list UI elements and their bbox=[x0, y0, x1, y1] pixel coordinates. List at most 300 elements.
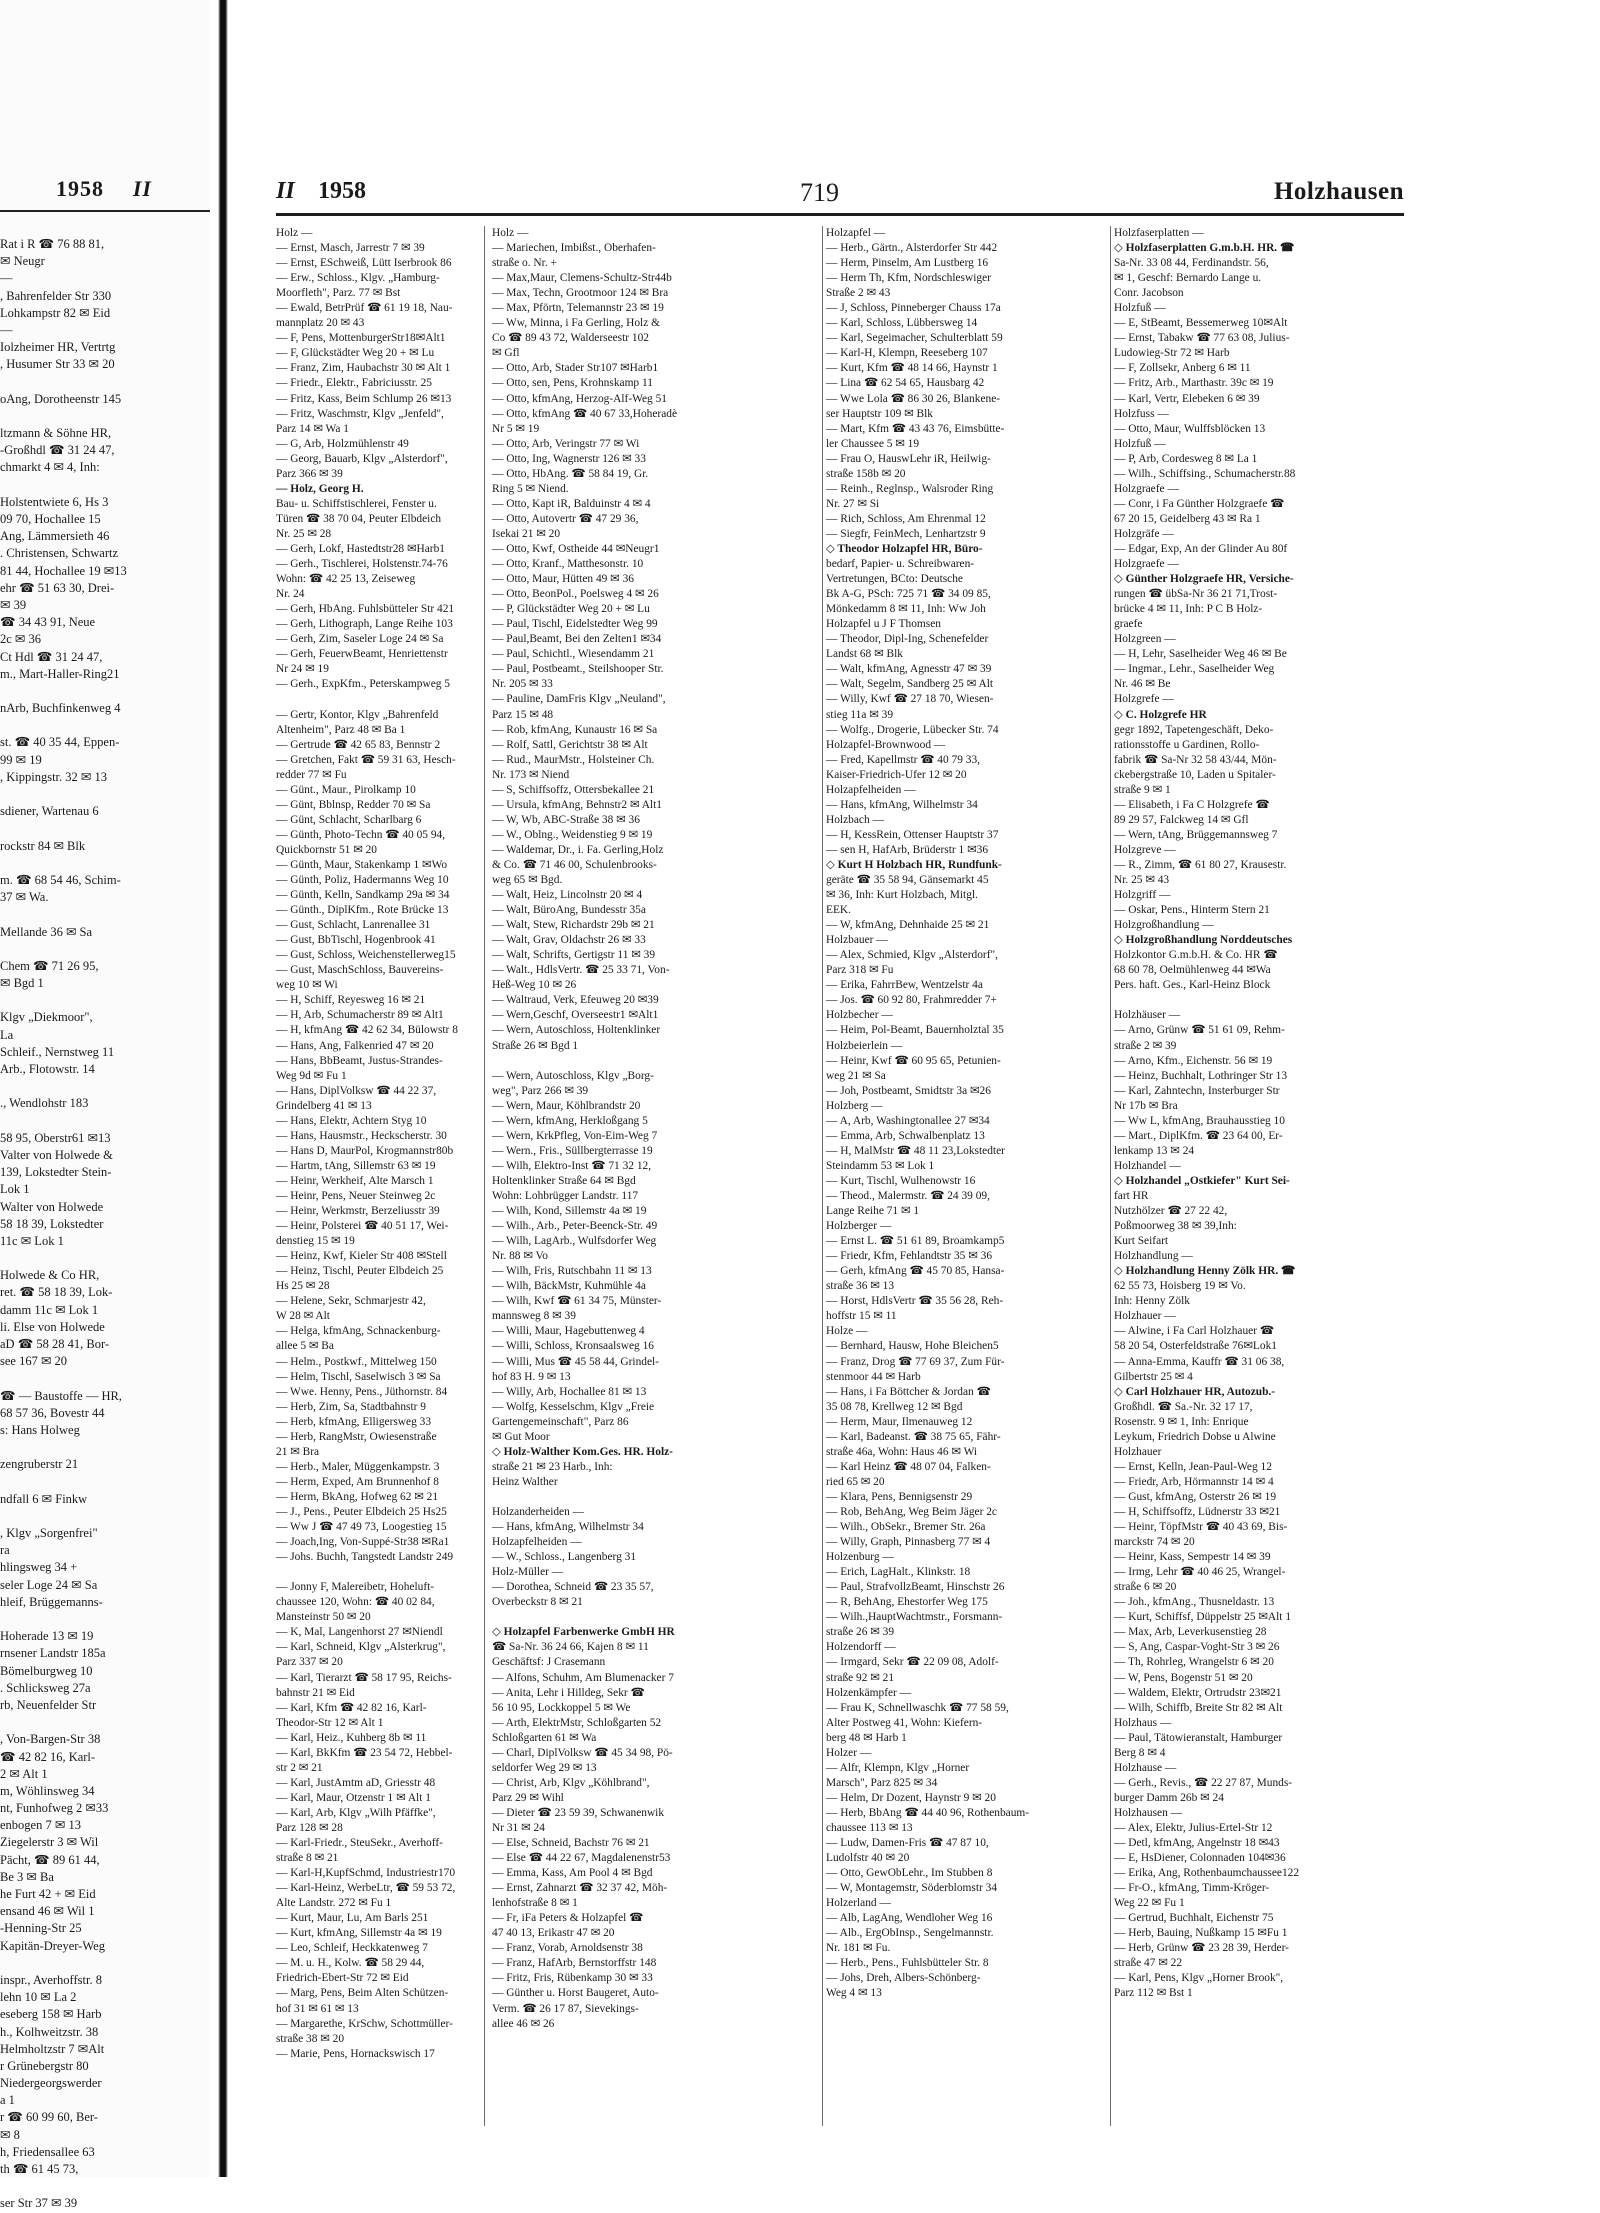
directory-entry-line: — Reinh., Reglnsp., Walsroder Ring bbox=[826, 482, 994, 495]
directory-entry-line: — Alb, LagAng, Wendloher Weg 16 bbox=[826, 1912, 993, 1925]
directory-entry-line: ◇ Holz-Walther Kom.Ges. HR. Holz- bbox=[492, 1445, 673, 1458]
previous-page-line: Rat i R ☎ 76 88 81, bbox=[0, 237, 105, 251]
directory-entry-line: Rosenstr. 9 ✉ 1, Inh: Enrique bbox=[1114, 1415, 1249, 1428]
directory-entry-line: Holz — bbox=[492, 227, 529, 239]
directory-entry-line: Holzapfel u J F Thomsen bbox=[826, 618, 941, 631]
directory-entry-line: straße 38 ✉ 20 bbox=[276, 2032, 345, 2045]
previous-page-line: enbogen 7 ✉ 13 bbox=[0, 1818, 81, 1833]
directory-entry-line: — Ernst, Zahnarzt ☎ 32 37 42, Möh- bbox=[492, 1882, 668, 1895]
directory-entry-line: ◇ Carl Holzhauer HR, Autozub.- bbox=[1114, 1385, 1276, 1398]
column-divider bbox=[822, 226, 823, 2126]
directory-entry-line: — Emma, Kass, Am Pool 4 ✉ Bgd bbox=[492, 1867, 653, 1880]
directory-entry-line: gegr 1892, Tapetengeschäft, Deko- bbox=[1114, 723, 1274, 736]
directory-entry-line: — W., Oblng., Weidenstieg 9 ✉ 19 bbox=[492, 828, 653, 841]
directory-entry-line: Parz 366 ✉ 39 bbox=[276, 467, 343, 480]
directory-entry-line: Friedrich-Ebert-Str 72 ✉ Eid bbox=[276, 1972, 409, 1985]
directory-entry-line: ☎ Sa-Nr. 36 24 66, Kajen 8 ✉ 11 bbox=[492, 1641, 649, 1654]
directory-entry-line: Moorfleth", Parz. 77 ✉ Bst bbox=[276, 287, 401, 300]
directory-entry-line: — Jonny F, Malereibetr, Hoheluft- bbox=[276, 1581, 435, 1594]
previous-page-line: ltzmann & Söhne HR, bbox=[0, 426, 112, 441]
directory-entry-line: — Otto, Kranf., Matthesonstr. 10 bbox=[492, 558, 644, 571]
directory-entry-line: — Christ, Arb, Klgv „Köhlbrand", bbox=[492, 1776, 650, 1789]
directory-entry-line: — Wilh, Kwf ☎ 61 34 75, Münster- bbox=[492, 1295, 662, 1308]
directory-entry-line: — Kurt, Maur, Lu, Am Barls 251 bbox=[276, 1912, 429, 1925]
directory-entry-line: — Herb., Gärtn., Alsterdorfer Str 442 bbox=[826, 242, 998, 255]
previous-page-line: 139, Lokstedter Stein- bbox=[0, 1165, 112, 1180]
directory-entry-line: Holzhausen — bbox=[1114, 1806, 1183, 1819]
directory-entry-line: straße 21 ✉ 23 Harb., Inh: bbox=[492, 1460, 613, 1473]
directory-entry-line: ◇ Holzapfel Farbenwerke GmbH HR bbox=[492, 1626, 675, 1639]
directory-entry-line: — Johs. Buchh, Tangstedt Landstr 249 bbox=[276, 1551, 454, 1564]
directory-entry-line: Conr. Jacobson bbox=[1114, 287, 1184, 300]
directory-entry-line: — Herb, Grünw ☎ 23 28 39, Herder- bbox=[1114, 1942, 1289, 1955]
directory-entry-line: — Erich, LagHalt., Klinkstr. 18 bbox=[826, 1566, 971, 1579]
directory-entry-line: — Paul, StrafvollzBeamt, Hinschstr 26 bbox=[826, 1581, 1005, 1594]
previous-page-line: Kapitän-Dreyer-Weg bbox=[0, 1938, 105, 1953]
directory-entry-line: — Irmgard, Sekr ☎ 22 09 08, Adolf- bbox=[826, 1656, 999, 1669]
directory-entry-line: Holzbeierlein — bbox=[826, 1039, 903, 1052]
previous-page-line: h, Friedensallee 63 bbox=[0, 2144, 95, 2159]
previous-page-line: -Großhdl ☎ 31 24 47, bbox=[0, 443, 115, 458]
previous-page-line: Ct Hdl ☎ 31 24 47, bbox=[0, 649, 103, 664]
directory-entry-line: — Alex, Schmied, Klgv „Alsterdorf", bbox=[826, 949, 998, 962]
directory-entry-line: — Herb, kfmAng, Elligersweg 33 bbox=[276, 1415, 432, 1428]
previous-page-line: , Bahrenfelder Str 330 bbox=[0, 288, 112, 303]
directory-entry-line: ried 65 ✉ 20 bbox=[826, 1475, 885, 1488]
directory-entry-line: 58 20 54, Osterfeldstraße 76✉Lok1 bbox=[1114, 1340, 1277, 1353]
directory-entry-line bbox=[276, 692, 482, 707]
directory-entry-line: — J., Pens., Peuter Elbdeich 25 Hs25 bbox=[276, 1505, 447, 1518]
previous-page-line bbox=[0, 1370, 210, 1387]
directory-entry-line: — Waltraud, Verk, Efeuweg 20 ✉39 bbox=[492, 994, 659, 1007]
directory-entry-line: Hs 25 ✉ 28 bbox=[276, 1280, 330, 1293]
previous-page-line bbox=[0, 1611, 210, 1628]
directory-entry-line: — Günt., Maur., Pirolkamp 10 bbox=[276, 783, 416, 796]
directory-entry-line: EEK. bbox=[826, 904, 851, 917]
directory-entry-line: — Gust, kfmAng, Osterstr 26 ✉ 19 bbox=[1114, 1490, 1277, 1503]
previous-page-line: r ☎ 60 99 60, Ber- bbox=[0, 2110, 98, 2125]
previous-page-line bbox=[0, 374, 210, 391]
directory-entry-line: Holzer — bbox=[826, 1746, 872, 1759]
previous-page-line bbox=[0, 941, 210, 958]
directory-entry-line: — Wilh, Schiffb, Breite Str 82 ✉ Alt bbox=[1114, 1701, 1283, 1714]
directory-entry-line: Mansteinstr 50 ✉ 20 bbox=[276, 1611, 371, 1624]
directory-entry-line: Kaiser-Friedrich-Ufer 12 ✉ 20 bbox=[826, 768, 967, 781]
directory-entry-line: Holzapfelheiden — bbox=[826, 783, 916, 796]
previous-page-line bbox=[0, 1113, 210, 1130]
directory-entry-line: Lange Reihe 71 ✉ 1 bbox=[826, 1205, 920, 1218]
directory-entry-line: — W, Wb, ABC-Straße 38 ✉ 36 bbox=[492, 813, 640, 826]
directory-entry-line: — H, Lehr, Saselheider Weg 46 ✉ Be bbox=[1114, 648, 1287, 661]
directory-entry-line bbox=[492, 1610, 818, 1625]
directory-entry-line: Holz-Müller — bbox=[492, 1566, 564, 1579]
directory-entry-line: — Wern, Autoschloss, Klgv „Borg- bbox=[492, 1069, 654, 1082]
directory-entry-line: redder 77 ✉ Fu bbox=[276, 768, 347, 781]
directory-entry-line: — Arno, Grünw ☎ 51 61 09, Rehm- bbox=[1114, 1024, 1285, 1037]
previous-page-line: , Kippingstr. 32 ✉ 13 bbox=[0, 769, 108, 784]
directory-column-2 bbox=[492, 226, 818, 2032]
previous-page-line bbox=[0, 855, 210, 872]
previous-page-line: inspr., Averhoffstr. 8 bbox=[0, 1972, 102, 1987]
directory-entry-line: chaussee 120, Wohn: ☎ 40 02 84, bbox=[276, 1596, 435, 1609]
directory-entry-line: — H, MalMstr ☎ 48 11 23,Lokstedter bbox=[826, 1144, 1005, 1157]
directory-entry-line: Holzfuss — bbox=[1114, 407, 1169, 420]
directory-entry-line: — Arth, ElektrMstr, Schloßgarten 52 bbox=[492, 1716, 662, 1729]
directory-entry-line: — Fred, Kapellmstr ☎ 40 79 33, bbox=[826, 753, 981, 766]
volume-label: II bbox=[276, 178, 295, 204]
directory-entry-line: Holzbecher — bbox=[826, 1009, 893, 1022]
directory-entry-line: allee 5 ✉ Ba bbox=[276, 1340, 334, 1353]
directory-entry-line: mannplatz 20 ✉ 43 bbox=[276, 317, 365, 330]
column-divider bbox=[1110, 226, 1111, 2126]
directory-entry-line: — Joh., kfmAng., Thusneldastr. 13 bbox=[1114, 1596, 1275, 1609]
directory-entry-line: — Gerh, Zim, Saseler Loge 24 ✉ Sa bbox=[276, 633, 444, 646]
previous-page-line bbox=[0, 1474, 210, 1491]
directory-entry-line: — Erw., Schloss., Klgv. „Hamburg- bbox=[276, 272, 440, 285]
directory-entry-line: — Max,Maur, Clemens-Schultz-Str44b bbox=[492, 272, 672, 285]
directory-entry-line: — Wilh, Fris, Rutschbahn 11 ✉ 13 bbox=[492, 1265, 652, 1278]
previous-page-line: rockstr 84 ✉ Blk bbox=[0, 838, 86, 853]
directory-entry-line: Holzapfelheiden — bbox=[492, 1536, 582, 1549]
directory-entry-line: Parz 15 ✉ 48 bbox=[492, 708, 554, 721]
directory-entry-line: ◇ Holzfaserplatten G.m.b.H. HR. ☎ bbox=[1114, 242, 1295, 255]
directory-entry-line: — Walt, Grav, Oldachstr 26 ✉ 33 bbox=[492, 934, 646, 947]
previous-page-line bbox=[0, 1250, 210, 1267]
directory-entry-line: Marsch", Parz 825 ✉ 34 bbox=[826, 1776, 938, 1789]
directory-entry-line: — H, KessRein, Ottenser Hauptstr 37 bbox=[826, 828, 999, 841]
directory-entry-line: straße 26 ✉ 39 bbox=[826, 1626, 895, 1639]
directory-entry-line: — Otto, Kapt iR, Balduinstr 4 ✉ 4 bbox=[492, 497, 651, 510]
directory-page bbox=[244, 0, 1404, 2177]
previous-page-line: . Schlicksweg 27a bbox=[0, 1680, 91, 1695]
previous-page-line: Pächt, ☎ 89 61 44, bbox=[0, 1852, 100, 1867]
directory-entry-line: 21 ✉ Bra bbox=[276, 1445, 320, 1458]
directory-entry-line: straße 47 ✉ 22 bbox=[1114, 1957, 1183, 1970]
directory-entry-line: — Otto, Arb, Stader Str107 ✉Harb1 bbox=[492, 362, 659, 375]
directory-entry-line: 67 20 15, Geidelberg 43 ✉ Ra 1 bbox=[1114, 512, 1261, 525]
directory-entry-line: — Heinr, Kass, Sempestr 14 ✉ 39 bbox=[1114, 1551, 1271, 1564]
directory-entry-line: — Gerh., Tischlerei, Holstenstr.74-76 bbox=[276, 558, 448, 571]
directory-entry-line: Nr. 173 ✉ Niend bbox=[492, 768, 570, 781]
directory-entry-line: Overbeckstr 8 ✉ 21 bbox=[492, 1596, 583, 1609]
directory-entry-line: — Pauline, DamFris Klgv „Neuland", bbox=[492, 693, 666, 706]
directory-column-4 bbox=[1114, 226, 1402, 2002]
directory-entry-line: — Walt, Stew, Richardstr 29b ✉ 21 bbox=[492, 919, 655, 932]
directory-entry-line: ✉ 36, Inh: Kurt Holzbach, Mitgl. bbox=[826, 889, 978, 902]
directory-entry-line: Holzenburg — bbox=[826, 1551, 894, 1564]
directory-entry-line: — Wern, Autoschloss, Holtenklinker bbox=[492, 1024, 661, 1037]
directory-entry-line: — Paul,Beamt, Bei den Zelten1 ✉34 bbox=[492, 633, 662, 646]
directory-entry-line: — S, Schiffsoffz, Ottersbekallee 21 bbox=[492, 783, 655, 796]
directory-entry-line: — Else ☎ 44 22 67, Magdalenenstr53 bbox=[492, 1852, 671, 1865]
directory-entry-line: — Franz, Vorab, Arnoldsenstr 38 bbox=[492, 1942, 643, 1955]
directory-entry-line: — Hans, i Fa Böttcher & Jordan ☎ bbox=[826, 1385, 991, 1398]
directory-entry-line: — Gust, Schlacht, Lanrenallee 31 bbox=[276, 919, 431, 932]
directory-entry-line: — Alb., ErgObInsp., Sengelmannstr. bbox=[826, 1927, 994, 1940]
directory-entry-line: Leykum, Friedrich Dobse u Alwine bbox=[1114, 1430, 1276, 1443]
directory-entry-line: Straße 26 ✉ Bgd 1 bbox=[492, 1039, 579, 1052]
directory-entry-line: — Kurt, Tischl, Wulhenowstr 16 bbox=[826, 1174, 976, 1187]
directory-entry-line: — Gust, Schloss, Weichenstellerweg15 bbox=[276, 949, 456, 962]
directory-entry-line: Holzgräfe — bbox=[1114, 527, 1174, 540]
directory-entry-line: — Fritz, Fris, Rübenkamp 30 ✉ 33 bbox=[492, 1972, 653, 1985]
directory-entry-line: straße 92 ✉ 21 bbox=[826, 1671, 895, 1684]
directory-entry-line: — F, Glückstädter Weg 20 + ✉ Lu bbox=[276, 347, 435, 360]
directory-entry-line: ler Chaussee 5 ✉ 19 bbox=[826, 437, 920, 450]
directory-entry-line: — E, HsDiener, Colonnaden 104✉36 bbox=[1114, 1852, 1286, 1865]
directory-entry-line: — Jos. ☎ 60 92 80, Frahmredder 7+ bbox=[826, 994, 997, 1007]
previous-page-line: Iolzheimer HR, Vertrtg bbox=[0, 340, 116, 355]
directory-entry-line: — Gretchen, Fakt ☎ 59 31 63, Hesch- bbox=[276, 753, 456, 766]
directory-entry-line: — Hans, BbBeamt, Justus-Strandes- bbox=[276, 1054, 443, 1067]
directory-entry-line: Holzberger — bbox=[826, 1220, 892, 1233]
directory-entry-line: Heinz Walther bbox=[492, 1475, 558, 1488]
directory-entry-line: — Karl, Badeanst. ☎ 38 75 65, Fähr- bbox=[826, 1430, 1001, 1443]
directory-entry-line: — Hans, kfmAng, Wilhelmstr 34 bbox=[492, 1521, 644, 1534]
directory-entry-line: ◇ Holzgroßhandlung Norddeutsches bbox=[1114, 934, 1293, 947]
directory-entry-line: — Wolfg., Drogerie, Lübecker Str. 74 bbox=[826, 723, 999, 736]
directory-entry-line: — F, Zollsekr, Anberg 6 ✉ 11 bbox=[1114, 362, 1251, 375]
directory-column-3 bbox=[826, 226, 1108, 2002]
directory-entry-line: — Hartm, tAng, Sillemstr 63 ✉ 19 bbox=[276, 1159, 436, 1172]
directory-entry-line: bahnstr 21 ✉ Eid bbox=[276, 1686, 355, 1699]
directory-entry-line: — Gust, MaschSchloss, Bauvereins- bbox=[276, 964, 444, 977]
directory-entry-line: — Ludw, Damen-Fris ☎ 47 87 10, bbox=[826, 1837, 989, 1850]
directory-entry-line: — Karl-Friedr., SteuSekr., Averhoff- bbox=[276, 1837, 443, 1850]
directory-entry-line: — Joach,Ing, Von-Suppé-Str38 ✉Ra1 bbox=[276, 1536, 450, 1549]
directory-entry-line: ◇ Theodor Holzapfel HR, Büro- bbox=[826, 542, 983, 555]
directory-entry-line: Holzanderheiden — bbox=[492, 1505, 585, 1518]
directory-entry-line: 68 60 78, Oelmühlenweg 44 ✉Wa bbox=[1114, 964, 1271, 977]
previous-page-line bbox=[0, 477, 210, 494]
directory-entry-line: — Kurt, Kfm ☎ 48 14 66, Haynstr 1 bbox=[826, 362, 998, 375]
directory-entry-line: — Wilh., Schiffsing., Schumacherstr.88 bbox=[1114, 467, 1296, 480]
previous-page-line: 68 57 36, Bovestr 44 bbox=[0, 1405, 105, 1420]
directory-entry-line: Holzhauer — bbox=[1114, 1310, 1176, 1323]
directory-entry-line: — Wilh, LagArb., Wulfsdorfer Weg bbox=[492, 1235, 657, 1248]
directory-entry-line: 89 29 57, Falckweg 14 ✉ Gfl bbox=[1114, 813, 1249, 826]
directory-entry-line: — Otto, Ing, Wagnerstr 126 ✉ 33 bbox=[492, 452, 646, 465]
directory-entry-line: — Karl, Schloss, Lübbersweg 14 bbox=[826, 317, 978, 330]
directory-entry-line: Sa-Nr. 33 08 44, Ferdinandstr. 56, bbox=[1114, 257, 1269, 270]
directory-entry-line: — Otto, Arb, Veringstr 77 ✉ Wi bbox=[492, 437, 640, 450]
previous-page-line: s: Hans Holweg bbox=[0, 1422, 80, 1437]
directory-entry-line: — Otto, HbAng. ☎ 58 84 19, Gr. bbox=[492, 467, 649, 480]
directory-entry-line: — Helm, Dr Dozent, Haynstr 9 ✉ 20 bbox=[826, 1791, 996, 1804]
previous-page-line: ☎ 34 43 91, Neue bbox=[0, 615, 96, 630]
directory-entry-line: weg 21 ✉ Sa bbox=[826, 1069, 886, 1082]
directory-entry-line: — Dieter ☎ 23 59 39, Schwanenwik bbox=[492, 1806, 665, 1819]
previous-page-line bbox=[0, 2178, 210, 2195]
previous-page-line: damm 11c ✉ Lok 1 bbox=[0, 1302, 99, 1317]
directory-entry-line: — Heim, Pol-Beamt, Bauernholztal 35 bbox=[826, 1024, 1004, 1037]
directory-entry-line: — P, Glückstädter Weg 20 + ✉ Lu bbox=[492, 603, 650, 616]
previous-page-line: Be 3 ✉ Ba bbox=[0, 1869, 54, 1884]
directory-entry-line: str 2 ✉ 21 bbox=[276, 1761, 323, 1774]
directory-entry-line: — Mart., DiplKfm. ☎ 23 64 00, Er- bbox=[1114, 1129, 1283, 1142]
directory-entry-line: Holzhauer bbox=[1114, 1445, 1162, 1458]
directory-entry-line: — Wilh., ObSekr., Bremer Str. 26a bbox=[826, 1521, 986, 1534]
previous-page-line bbox=[0, 786, 210, 803]
directory-entry-line: Wohn: Lohbrügger Landstr. 117 bbox=[492, 1190, 639, 1202]
directory-entry-line: Landst 68 ✉ Blk bbox=[826, 648, 903, 661]
directory-entry-line: Holzapfel — bbox=[826, 227, 886, 239]
directory-entry-line: — Helm., Postkwf., Mittelweg 150 bbox=[276, 1355, 437, 1368]
previous-page-line: lehn 10 ✉ La 2 bbox=[0, 1990, 77, 2005]
directory-entry-line: — Fritz, Waschmstr, Klgv „Jenfeld", bbox=[276, 407, 444, 420]
previous-page-line bbox=[0, 683, 210, 700]
previous-page-fragment bbox=[0, 0, 210, 2211]
directory-entry-line: — Wilh., Arb., Peter-Beenck-Str. 49 bbox=[492, 1220, 658, 1233]
previous-page-rule bbox=[0, 210, 210, 212]
directory-entry-line: — Wern., Fris., Süllbergterrasse 19 bbox=[492, 1144, 653, 1157]
directory-entry-line: — Günt, Bblnsp, Redder 70 ✉ Sa bbox=[276, 798, 431, 811]
directory-entry-line: ser Hauptstr 109 ✉ Blk bbox=[826, 407, 933, 420]
directory-entry-line: — Anita, Lehr i Hilldeg, Sekr ☎ bbox=[492, 1686, 645, 1699]
previous-page-line: , Husumer Str 33 ✉ 20 bbox=[0, 357, 115, 372]
previous-page-line: eseberg 158 ✉ Harb bbox=[0, 2007, 102, 2022]
directory-entry-line: — Rich, Schloss, Am Ehrenmal 12 bbox=[826, 512, 986, 525]
directory-entry-line: hof 83 H. 9 ✉ 13 bbox=[492, 1370, 571, 1383]
directory-entry-line: Holzhaus — bbox=[1114, 1716, 1172, 1729]
directory-entry-line: Holzenkämpfer — bbox=[826, 1686, 912, 1699]
previous-page-year: 1958 bbox=[56, 176, 104, 201]
previous-page-line: 11c ✉ Lok 1 bbox=[0, 1233, 64, 1248]
directory-entry-line: — Emma, Arb, Schwalbenplatz 13 bbox=[826, 1129, 985, 1142]
directory-entry-line: — Charl, DiplVolksw ☎ 45 34 98, Pö- bbox=[492, 1746, 673, 1759]
previous-page-line: Holwede & Co HR, bbox=[0, 1268, 100, 1283]
directory-entry-line: — Erika, FahrrBew, Wentzelstr 4a bbox=[826, 979, 983, 992]
directory-entry-line: Theodor-Str 12 ✉ Alt 1 bbox=[276, 1716, 384, 1729]
directory-entry-line: — Rolf, Sattl, Gerichtstr 38 ✉ Alt bbox=[492, 738, 648, 751]
directory-entry-line: — Karl, Zahntechn, Insterburger Str bbox=[1114, 1084, 1280, 1097]
directory-entry-line: — Hans, Hausmstr., Heckscherstr. 30 bbox=[276, 1129, 447, 1142]
directory-entry-line: — Günth, Maur, Stakenkamp 1 ✉Wo bbox=[276, 858, 448, 871]
directory-entry-line: Verm. ☎ 26 17 87, Sievekings- bbox=[492, 2002, 639, 2015]
directory-entry-line: — Gertrude ☎ 42 65 83, Bennstr 2 bbox=[276, 738, 441, 751]
directory-entry-line: — Otto, BeonPol., Poelsweg 4 ✉ 26 bbox=[492, 588, 659, 601]
previous-page-line: Arb., Flotowstr. 14 bbox=[0, 1062, 95, 1076]
directory-entry-line: Vertretungen, BCto: Deutsche bbox=[826, 573, 963, 586]
directory-entry-line: Inh: Henny Zölk bbox=[1114, 1295, 1190, 1308]
previous-page-line: Lok 1 bbox=[0, 1182, 30, 1197]
previous-page-line: r Grünebergstr 80 bbox=[0, 2058, 89, 2073]
directory-entry-line: — W, kfmAng, Dehnhaide 25 ✉ 21 bbox=[826, 919, 990, 932]
directory-entry-line: — Irmg, Lehr ☎ 40 46 25, Wrangel- bbox=[1114, 1566, 1286, 1579]
directory-entry-line: weg 10 ✉ Wi bbox=[276, 979, 338, 992]
directory-entry-line: — sen H, HafArb, Brüderstr 1 ✉36 bbox=[826, 843, 989, 856]
directory-entry-line: Ludolfstr 40 ✉ 20 bbox=[826, 1852, 910, 1865]
directory-entry-line: Nr 31 ✉ 24 bbox=[492, 1821, 545, 1834]
directory-entry-line: Bau- u. Schiffstischlerei, Fenster u. bbox=[276, 497, 437, 510]
directory-entry-line: — Ernst, Masch, Jarrestr 7 ✉ 39 bbox=[276, 242, 425, 255]
previous-page-line: 2 ✉ Alt 1 bbox=[0, 1766, 48, 1781]
directory-entry-line: — Fr, iFa Peters & Holzapfel ☎ bbox=[492, 1912, 644, 1925]
directory-entry-line: straße 36 ✉ 13 bbox=[826, 1280, 895, 1293]
directory-entry-line: — Ingmar., Lehr., Saselheider Weg bbox=[1114, 663, 1275, 676]
previous-page-line bbox=[0, 717, 210, 734]
directory-entry-line: — Max, Arb, Leverkusenstieg 28 bbox=[1114, 1626, 1267, 1639]
directory-entry-line: — Herb, Bauing, Nußkamp 15 ✉Fu 1 bbox=[1114, 1927, 1288, 1940]
directory-entry-line: — Walt, BüroAng, Bundesstr 35a bbox=[492, 904, 646, 917]
directory-entry-line: — Franz, HafArb, Bernstorffstr 148 bbox=[492, 1957, 657, 1970]
directory-entry-line: — Conr, i Fa Günther Holzgraefe ☎ bbox=[1114, 497, 1285, 510]
directory-entry-line: Nr. 88 ✉ Vo bbox=[492, 1250, 548, 1263]
previous-page-line: seler Loge 24 ✉ Sa bbox=[0, 1577, 98, 1592]
directory-entry-line: — Karl, Heiz., Kuhberg 8b ✉ 11 bbox=[276, 1731, 427, 1744]
directory-entry-line: ◇ Holzhandel „Ostkiefer" Kurt Sei- bbox=[1114, 1174, 1290, 1187]
directory-entry-line bbox=[1114, 993, 1402, 1008]
directory-entry-line: — Karl, JustAmtm aD, Griesstr 48 bbox=[276, 1776, 436, 1789]
directory-entry-line: — Willy, Kwf ☎ 27 18 70, Wiesen- bbox=[826, 693, 994, 706]
directory-entry-line bbox=[276, 1565, 482, 1580]
previous-page-line: m. ☎ 68 54 46, Schim- bbox=[0, 872, 121, 887]
directory-entry-line bbox=[492, 1490, 818, 1505]
directory-entry-line: — Wern, KrkPfleg, Von-Eim-Weg 7 bbox=[492, 1129, 658, 1142]
directory-entry-line: — Otto, kfmAng ☎ 40 67 33,Hoheradè bbox=[492, 407, 678, 420]
directory-entry-line: — Herm, Maur, Ilmenauweg 12 bbox=[826, 1415, 973, 1428]
previous-page-line: Lohkampstr 82 ✉ Eid bbox=[0, 305, 111, 320]
directory-entry-line: Schloßgarten 61 ✉ Wa bbox=[492, 1731, 597, 1744]
directory-entry-line: — Friedr, Arb, Hörmannstr 14 ✉ 4 bbox=[1114, 1475, 1274, 1488]
directory-entry-line: Mönkedamm 8 ✉ 11, Inh: Ww Joh bbox=[826, 603, 986, 616]
directory-entry-line: — J, Schloss, Pinneberger Chauss 17a bbox=[826, 302, 1001, 315]
directory-entry-line: Alte Landstr. 272 ✉ Fu 1 bbox=[276, 1897, 392, 1910]
directory-entry-line: — F, Pens, MottenburgerStr18✉Alt1 bbox=[276, 332, 446, 345]
directory-entry-line: Holzhandlung — bbox=[1114, 1250, 1193, 1263]
directory-entry-line: — Rud., MaurMstr., Holsteiner Ch. bbox=[492, 753, 655, 766]
directory-entry-line: Holzbauer — bbox=[826, 934, 888, 947]
previous-page-line: — bbox=[0, 271, 13, 286]
directory-entry-line: — Walt, Heiz, Lincolnstr 20 ✉ 4 bbox=[492, 889, 643, 902]
directory-entry-line: — Herb, BbAng ☎ 44 40 96, Rothenbaum- bbox=[826, 1806, 1030, 1819]
directory-entry-line: Parz 112 ✉ Bst 1 bbox=[1114, 1987, 1193, 2000]
previous-page-line: hleif, Brüggemanns- bbox=[0, 1594, 103, 1609]
directory-entry-line: Grindelberg 41 ✉ 13 bbox=[276, 1099, 372, 1112]
previous-page-line: 81 44, Hochallee 19 ✉13 bbox=[0, 563, 127, 578]
directory-entry-line: — Alex, Elektr, Julius-Ertel-Str 12 bbox=[1114, 1821, 1273, 1834]
previous-page-line: Valter von Holwede & bbox=[0, 1147, 113, 1162]
directory-entry-line: — Karl-H,KupfSchmd, Industriestr170 bbox=[276, 1867, 456, 1880]
directory-entry-line: — Oskar, Pens., Hinterm Stern 21 bbox=[1114, 904, 1270, 917]
previous-page-line bbox=[0, 408, 210, 425]
directory-entry-line: — Otto, Maur, Wulffsblöcken 13 bbox=[1114, 422, 1266, 435]
directory-entry-line: — Walt, kfmAng, Agnesstr 47 ✉ 39 bbox=[826, 663, 992, 676]
directory-column-1 bbox=[276, 226, 482, 2062]
directory-entry-line: Holzgraefe — bbox=[1114, 558, 1179, 571]
directory-entry-line: chaussee 113 ✉ 13 bbox=[826, 1821, 913, 1834]
previous-page-line: zengruberstr 21 bbox=[0, 1457, 79, 1472]
directory-entry-line: — Otto, Autovertr ☎ 47 29 36, bbox=[492, 512, 639, 525]
directory-entry-line: ◇ Kurt H Holzbach HR, Rundfunk- bbox=[826, 858, 1002, 871]
directory-entry-line: Nr 17b ✉ Bra bbox=[1114, 1099, 1178, 1112]
directory-entry-line: — Heinr, Pens, Neuer Steinweg 2c bbox=[276, 1190, 436, 1202]
directory-entry-line: weg 65 ✉ Bgd. bbox=[492, 874, 563, 887]
previous-page-line: hlingsweg 34 + bbox=[0, 1560, 78, 1575]
directory-entry-line: lenhofstraße 8 ✉ 1 bbox=[492, 1897, 578, 1910]
directory-entry-line: — Wwe. Henny, Pens., Jüthornstr. 84 bbox=[276, 1385, 448, 1398]
directory-entry-line: Holzgreve — bbox=[1114, 843, 1176, 856]
directory-entry-line: ✉ Gut Moor bbox=[492, 1430, 550, 1443]
book-gutter bbox=[218, 0, 228, 2177]
directory-entry-line: Quickbornstr 51 ✉ 20 bbox=[276, 843, 377, 856]
previous-page-line: 58 18 39, Lokstedter bbox=[0, 1216, 104, 1231]
directory-entry-line: Holtenklinker Straße 64 ✉ Bgd bbox=[492, 1174, 636, 1187]
previous-page-line: -Henning-Str 25 bbox=[0, 1921, 82, 1936]
directory-entry-line: — Paul, Tätowieranstalt, Hamburger bbox=[1114, 1731, 1283, 1744]
directory-entry-line: — Günth., DiplKfm., Rote Brücke 13 bbox=[276, 904, 449, 917]
directory-entry-line: — Elisabeth, i Fa C Holzgrefe ☎ bbox=[1114, 798, 1270, 811]
